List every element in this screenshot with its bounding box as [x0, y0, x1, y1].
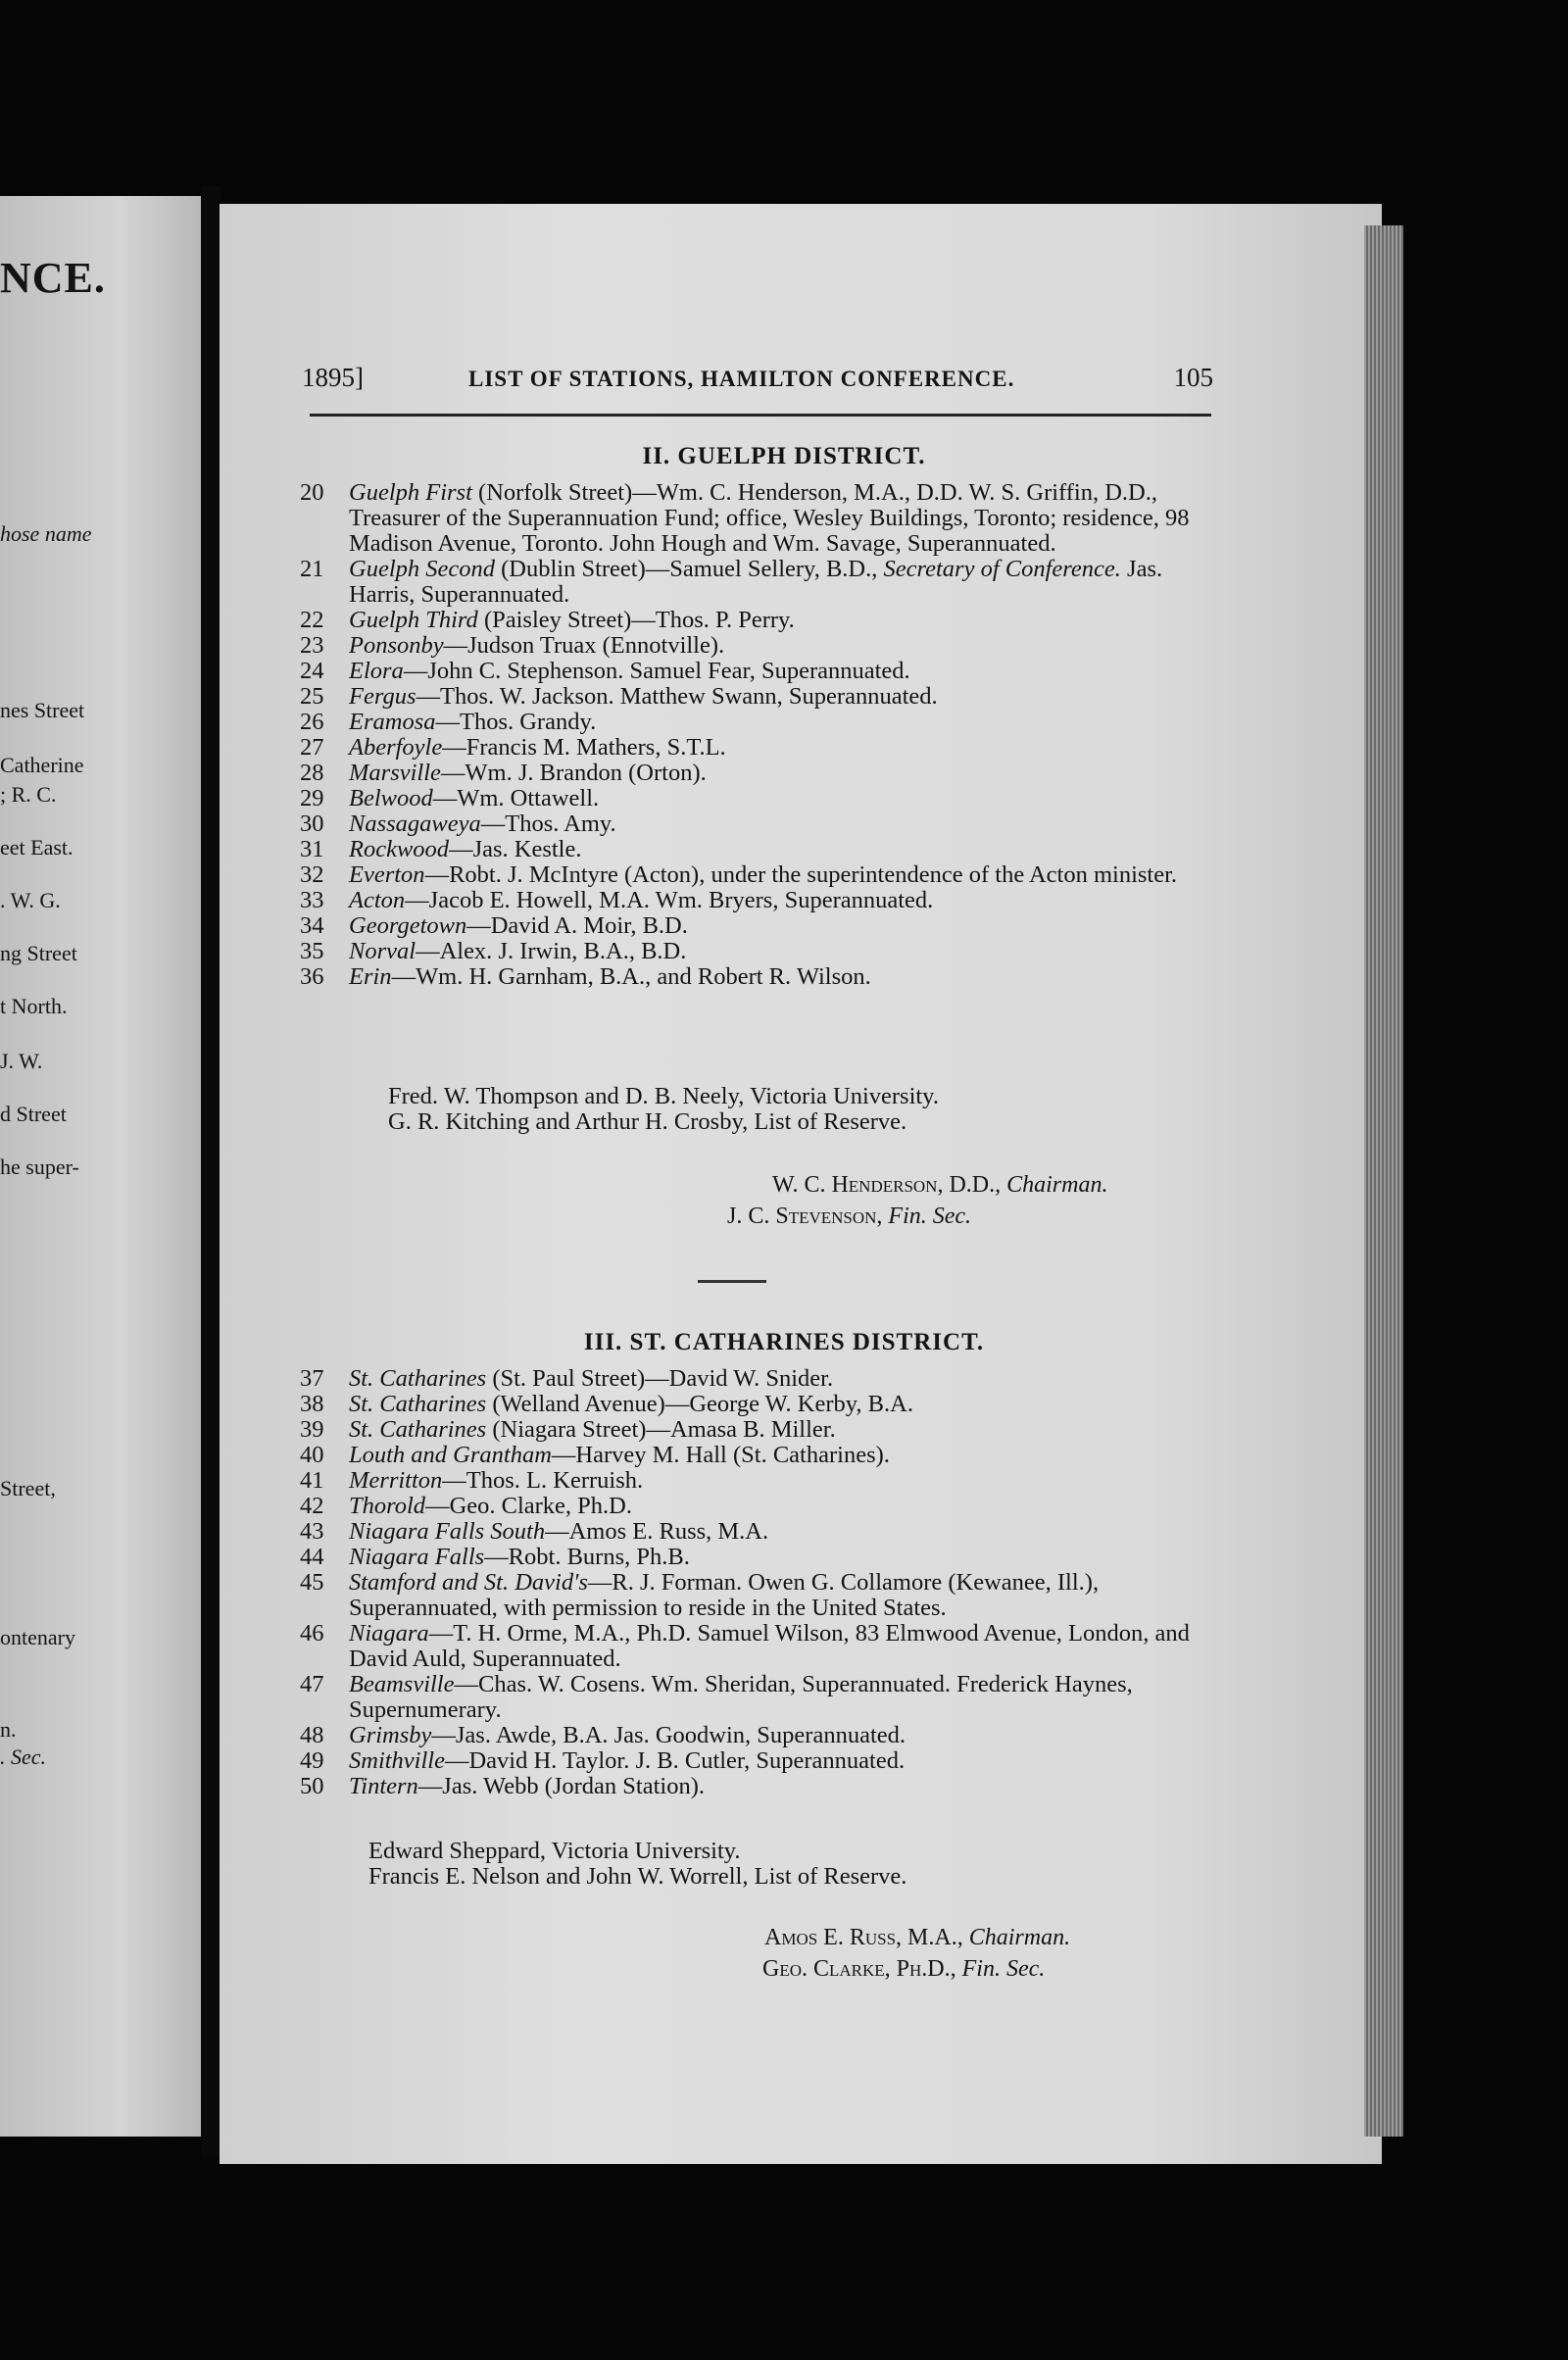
station-place: Aberfoyle — [349, 734, 443, 761]
guelph-note-university: Fred. W. Thompson and D. B. Neely, Victoria University. — [388, 1083, 939, 1109]
stcatharines-notes — [300, 1839, 1211, 1890]
station-entry — [300, 862, 1211, 888]
station-entry — [300, 1392, 1211, 1417]
station-entry — [300, 1366, 1211, 1392]
station-number: 20 — [300, 479, 324, 506]
station-number: 38 — [300, 1391, 324, 1417]
station-entry — [300, 608, 1211, 633]
station-number: 30 — [300, 811, 324, 837]
book-gutter — [201, 186, 220, 2156]
station-entry — [300, 1774, 1211, 1799]
left-page-text: eet East. — [0, 835, 74, 860]
left-page-text: nes Street — [0, 698, 85, 722]
station-details: —Jas. Webb (Jordan Station). — [417, 1773, 706, 1799]
station-details: —Wm. J. Brandon (Orton). — [440, 760, 707, 786]
stcatharines-secretary — [762, 1956, 1045, 1983]
header-year: 1895] — [302, 363, 364, 392]
guelph-chairman-name: W. C. Henderson, D.D., — [772, 1172, 1002, 1198]
station-number: 31 — [300, 836, 324, 862]
station-details: (St. Paul Street)—David W. Snider. — [486, 1365, 834, 1392]
guelph-secretary — [727, 1204, 971, 1230]
station-entry — [300, 1494, 1211, 1519]
station-number: 34 — [300, 912, 324, 939]
page-header — [302, 363, 1213, 402]
header-rule — [310, 414, 1211, 417]
station-details: —Jas. Awde, B.A. Jas. Goodwin, Superannuated. — [431, 1722, 906, 1748]
stcatharines-chairman-name: Amos E. Russ, M.A., — [764, 1925, 963, 1950]
page-edge — [1364, 225, 1403, 2137]
station-number: 39 — [300, 1416, 324, 1443]
stcatharines-secretary-role: Fin. Sec. — [961, 1956, 1046, 1982]
station-details: —Thos. W. Jackson. Matthew Swann, Superannuated. — [416, 683, 938, 710]
station-place: Norval — [349, 938, 416, 964]
station-number: 47 — [300, 1671, 324, 1697]
station-details: (Dublin Street)—Samuel Sellery, B.D., — [495, 556, 884, 582]
station-details: —Wm. Ottawell. — [432, 785, 600, 811]
station-number: 35 — [300, 938, 324, 964]
guelph-chairman-role: Chairman. — [1006, 1172, 1108, 1198]
page-number: 105 — [1173, 363, 1213, 392]
station-number: 37 — [300, 1365, 324, 1392]
station-place: Georgetown — [349, 912, 467, 939]
station-place: Acton — [349, 887, 406, 913]
station-number: 36 — [300, 963, 324, 990]
station-place: Marsville — [349, 760, 441, 786]
station-place: Fergus — [349, 683, 416, 710]
stcatharines-station-list — [300, 1366, 1211, 1799]
station-details-cont: Jas. Harris, Superannuated. — [349, 556, 1163, 608]
left-page-text: n. — [0, 1717, 17, 1742]
station-place: Rockwood — [349, 836, 450, 862]
station-place: Beamsville — [349, 1671, 455, 1697]
station-place: Merritton — [349, 1467, 443, 1494]
station-number: 33 — [300, 887, 324, 913]
stcatharines-chairman — [764, 1925, 1070, 1951]
station-number: 21 — [300, 556, 324, 582]
station-place: Erin — [349, 963, 392, 990]
station-entry — [300, 913, 1211, 939]
station-entry — [300, 1417, 1211, 1443]
station-details: —Alex. J. Irwin, B.A., B.D. — [416, 938, 687, 964]
station-place: Ponsonby — [349, 632, 444, 659]
station-number: 24 — [300, 658, 324, 684]
station-number: 25 — [300, 683, 324, 710]
station-details: —Geo. Clarke, Ph.D. — [425, 1493, 633, 1519]
station-details: —Harvey M. Hall (St. Catharines). — [551, 1442, 890, 1468]
station-details: —Jacob E. Howell, M.A. Wm. Bryers, Superannuated. — [405, 887, 934, 913]
station-details: (Welland Avenue)—George W. Kerby, B.A. — [486, 1391, 913, 1417]
station-details: —John C. Stephenson. Samuel Fear, Superannuated. — [403, 658, 910, 684]
station-office: Secretary of Conference. — [883, 556, 1121, 582]
left-page-fragment — [0, 196, 201, 2137]
station-entry — [300, 684, 1211, 710]
left-page-text: t North. — [0, 994, 68, 1018]
guelph-note-reserve: G. R. Kitching and Arthur H. Crosby, List of Reserve. — [388, 1108, 907, 1135]
guelph-district-title: II. GUELPH DISTRICT. — [642, 443, 926, 469]
station-entry — [300, 1723, 1211, 1748]
station-number: 29 — [300, 785, 324, 811]
station-place: St. Catharines — [349, 1416, 487, 1443]
station-number: 41 — [300, 1467, 324, 1494]
left-page-text: he super- — [0, 1155, 79, 1179]
station-place: Elora — [349, 658, 404, 684]
station-entry — [300, 1468, 1211, 1494]
station-entry — [300, 811, 1211, 837]
station-place: Louth and Grantham — [349, 1442, 552, 1468]
station-place: Stamford and St. David's — [349, 1569, 588, 1596]
left-page-text: ontenary — [0, 1625, 75, 1649]
station-number: 49 — [300, 1747, 324, 1774]
station-number: 46 — [300, 1620, 324, 1647]
left-page-text: J. W. — [0, 1049, 43, 1073]
station-place: St. Catharines — [349, 1365, 487, 1392]
station-entry — [300, 557, 1211, 608]
section-divider — [698, 1280, 766, 1283]
station-entry — [300, 837, 1211, 862]
left-page-text: ; R. C. — [0, 782, 57, 807]
station-place: Niagara Falls South — [349, 1518, 546, 1545]
station-number: 23 — [300, 632, 324, 659]
station-entry — [300, 1443, 1211, 1468]
station-place: Guelph First — [349, 479, 472, 506]
station-number: 42 — [300, 1493, 324, 1519]
left-page-text: d Street — [0, 1102, 67, 1126]
station-entry — [300, 888, 1211, 913]
guelph-secretary-name: J. C. Stevenson, — [727, 1204, 883, 1229]
station-entry — [300, 1570, 1211, 1621]
stcatharines-secretary-name: Geo. Clarke, Ph.D., — [762, 1956, 956, 1982]
station-details: —Francis M. Mathers, S.T.L. — [442, 734, 726, 761]
station-number: 40 — [300, 1442, 324, 1468]
guelph-station-list — [300, 480, 1211, 990]
station-number: 44 — [300, 1544, 324, 1570]
station-entry — [300, 1672, 1211, 1723]
station-number: 27 — [300, 734, 324, 761]
left-page-text: ng Street — [0, 941, 77, 965]
station-details: —T. H. Orme, M.A., Ph.D. Samuel Wilson, 83 Elmwood Avenue, London, and David Auld, Superannuated. — [349, 1620, 1190, 1672]
station-number: 43 — [300, 1518, 324, 1545]
guelph-notes — [300, 1084, 1211, 1135]
station-details: —Jas. Kestle. — [449, 836, 582, 862]
station-details: —David H. Taylor. J. B. Cutler, Superannuated. — [444, 1747, 906, 1774]
station-place: Niagara Falls — [349, 1544, 485, 1570]
station-entry — [300, 1621, 1211, 1672]
station-entry — [300, 659, 1211, 684]
station-place: St. Catharines — [349, 1391, 487, 1417]
station-place: Guelph Third — [349, 607, 478, 633]
station-number: 32 — [300, 861, 324, 888]
station-details: (Niagara Street)—Amasa B. Miller. — [486, 1416, 836, 1443]
station-number: 45 — [300, 1569, 324, 1596]
left-page-text: Street, — [0, 1476, 56, 1500]
station-details: —Judson Truax (Ennotville). — [443, 632, 725, 659]
station-entry — [300, 964, 1211, 990]
station-details: —Robt. Burns, Ph.B. — [484, 1544, 690, 1570]
station-place: Everton — [349, 861, 425, 888]
station-details: (Norfolk Street)—Wm. C. Henderson, M.A., D.D. W. S. Griffin, D.D., Treasurer of the Superannuation Fund; office, Wesley Buildings, Toronto; residence, 98 Madison Avenue, Toronto. John Hough and Wm. Savage, Superannuated. — [349, 479, 1190, 557]
station-number: 22 — [300, 607, 324, 633]
station-details: —David A. Moir, B.D. — [466, 912, 688, 939]
station-entry — [300, 939, 1211, 964]
station-number: 28 — [300, 760, 324, 786]
station-details: (Paisley Street)—Thos. P. Perry. — [477, 607, 795, 633]
station-place: Niagara — [349, 1620, 429, 1647]
station-entry — [300, 480, 1211, 557]
station-number: 26 — [300, 709, 324, 735]
station-entry — [300, 1519, 1211, 1545]
station-place: Guelph Second — [349, 556, 495, 582]
station-details: —Thos. L. Kerruish. — [442, 1467, 644, 1494]
station-place: Thorold — [349, 1493, 426, 1519]
left-page-text: Catherine — [0, 753, 84, 777]
station-details: —R. J. Forman. Owen G. Collamore (Kewanee, Ill.), Superannuated, with permission to reside in the United States. — [349, 1569, 1100, 1621]
left-page-text: NCE. — [0, 254, 106, 302]
station-place: Eramosa — [349, 709, 436, 735]
station-entry — [300, 735, 1211, 761]
header-title: LIST OF STATIONS, HAMILTON CONFERENCE. — [468, 367, 1015, 391]
station-place: Grimsby — [349, 1722, 432, 1748]
station-number: 48 — [300, 1722, 324, 1748]
stcatharines-note-reserve: Francis E. Nelson and John W. Worrell, List of Reserve. — [368, 1863, 907, 1890]
station-place: Smithville — [349, 1747, 445, 1774]
station-entry — [300, 1748, 1211, 1774]
station-details: —Chas. W. Cosens. Wm. Sheridan, Superannuated. Frederick Haynes, Supernumerary. — [349, 1671, 1133, 1723]
left-page-text: hose name — [0, 521, 92, 546]
station-details: —Robt. J. McIntyre (Acton), under the superintendence of the Acton minister. — [424, 861, 1178, 888]
left-page-text: . W. G. — [0, 888, 61, 912]
guelph-chairman — [772, 1172, 1107, 1199]
station-entry — [300, 786, 1211, 811]
station-details: —Thos. Grandy. — [435, 709, 597, 735]
station-entry — [300, 633, 1211, 659]
station-number: 50 — [300, 1773, 324, 1799]
left-page-text: . Sec. — [0, 1745, 47, 1769]
station-entry — [300, 1545, 1211, 1570]
station-place: Nassagaweya — [349, 811, 481, 837]
stcatharines-note-university: Edward Sheppard, Victoria University. — [368, 1838, 741, 1864]
stcatharines-chairman-role: Chairman. — [968, 1925, 1071, 1950]
station-place: Belwood — [349, 785, 433, 811]
station-entry — [300, 761, 1211, 786]
station-details: —Thos. Amy. — [480, 811, 616, 837]
station-entry — [300, 710, 1211, 735]
station-details: —Amos E. Russ, M.A. — [545, 1518, 769, 1545]
station-place: Tintern — [349, 1773, 418, 1799]
guelph-secretary-role: Fin. Sec. — [888, 1204, 972, 1229]
station-details: —Wm. H. Garnham, B.A., and Robert R. Wilson. — [391, 963, 871, 990]
stcatharines-district-title: III. ST. CATHARINES DISTRICT. — [583, 1329, 985, 1355]
